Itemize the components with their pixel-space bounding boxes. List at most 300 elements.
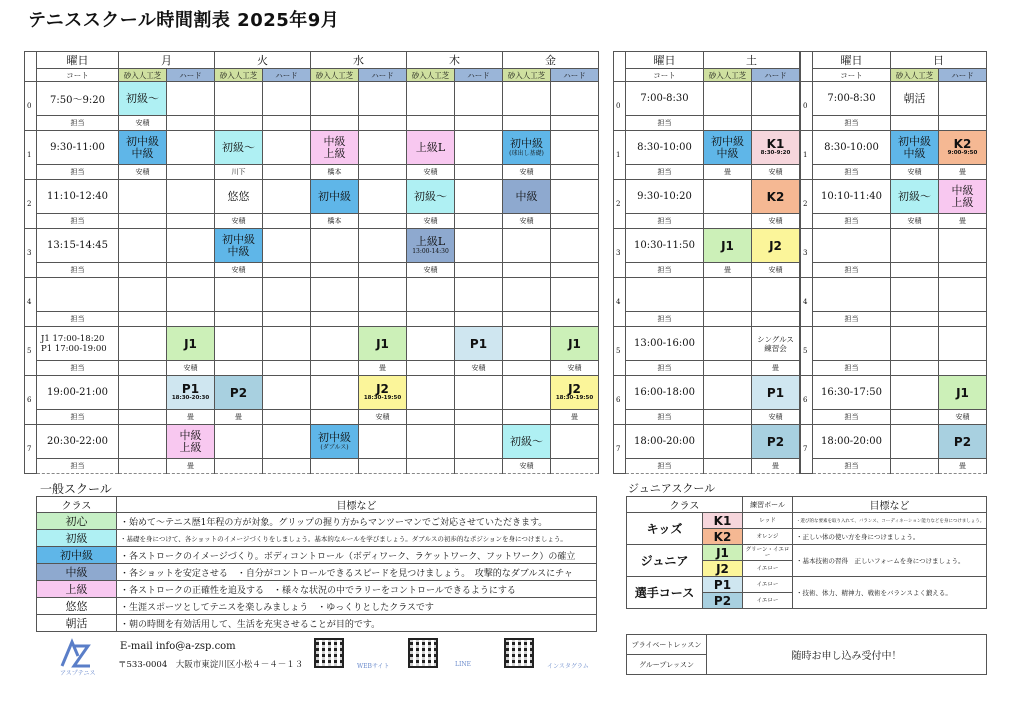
class-cell[interactable] [752, 425, 800, 459]
class-cell[interactable] [119, 327, 167, 361]
class-cell[interactable] [704, 327, 752, 361]
staff-name [263, 263, 311, 278]
class-cell[interactable] [359, 82, 407, 116]
class-name-2: 中級 [131, 146, 154, 160]
class-cell[interactable] [407, 425, 455, 459]
staff-name: 安積 [119, 116, 167, 131]
class-cell[interactable] [311, 376, 359, 410]
staff-name [551, 312, 599, 327]
class-name: P1 [181, 382, 200, 396]
timeslot-row [25, 278, 599, 312]
class-cell[interactable] [119, 229, 167, 263]
email-text[interactable]: E-mail info@a-zsp.com [120, 641, 236, 652]
staff-name [891, 116, 939, 131]
court-artificial-grass: 砂入人工芝 [119, 69, 167, 82]
staff-name [891, 361, 939, 376]
staff-name: 安積 [407, 214, 455, 229]
class-cell[interactable] [119, 82, 167, 116]
staff-name [551, 263, 599, 278]
class-cell[interactable] [503, 131, 551, 165]
staff-row [801, 361, 987, 376]
class-cell[interactable] [167, 82, 215, 116]
class-cell[interactable] [263, 327, 311, 361]
staff-name: 畳 [939, 214, 987, 229]
staff-row [801, 165, 987, 180]
class-note: 13:00-14:30 [412, 248, 449, 255]
class-cell[interactable] [215, 82, 263, 116]
time-slot: 8:30-10:00 [813, 131, 891, 165]
staff-name [455, 410, 503, 425]
staff-row [801, 263, 987, 278]
staff-row [614, 165, 800, 180]
class-cell[interactable] [704, 376, 752, 410]
class-note: 8:30-9:20 [760, 150, 791, 156]
staff-name: 安積 [752, 410, 800, 425]
class-cell[interactable] [891, 278, 939, 312]
class-cell[interactable] [891, 82, 939, 116]
timeslot-row [25, 180, 599, 214]
class-cell[interactable] [891, 131, 939, 165]
timeslot-row [614, 425, 800, 459]
class-cell[interactable] [891, 425, 939, 459]
class-cell[interactable] [704, 425, 752, 459]
row-index: 1 [801, 131, 813, 180]
class-cell[interactable] [752, 82, 800, 116]
staff-label: 担当 [626, 312, 704, 327]
staff-name: 畳 [939, 165, 987, 180]
class-column-header: クラス [627, 497, 743, 513]
junior-class-code: K1 [703, 513, 743, 529]
class-cell[interactable] [455, 327, 503, 361]
staff-name: 畳 [704, 165, 752, 180]
class-cell[interactable] [752, 376, 800, 410]
junior-row [627, 545, 987, 561]
class-cell[interactable] [407, 278, 455, 312]
staff-label: 担当 [37, 214, 119, 229]
time-slot [813, 229, 891, 263]
class-cell[interactable] [407, 82, 455, 116]
junior-class-code: J2 [703, 561, 743, 577]
class-cell[interactable] [359, 376, 407, 410]
staff-row [614, 361, 800, 376]
class-cell[interactable] [752, 131, 800, 165]
class-cell[interactable] [359, 229, 407, 263]
class-cell[interactable] [167, 180, 215, 214]
class-cell[interactable] [263, 376, 311, 410]
class-cell[interactable] [359, 180, 407, 214]
row-index: 6 [801, 376, 813, 425]
row-index: 5 [614, 327, 626, 376]
class-name: 上級L [415, 235, 446, 248]
class-name-2: 練習会 [764, 343, 787, 353]
class-goal: ・各ストロークの正確性を追及する ・様々な状況の中でラリーをコントロールできるようにする [117, 581, 597, 598]
time-slot: 7:00-8:30 [813, 82, 891, 116]
junior-goal: ・技術、体力、精神力、戦術をバランスよく鍛える。 [793, 577, 987, 609]
class-goal: ・朝の時間を有効活用して、生活を充実させることが目的です。 [117, 615, 597, 632]
junior-class-table [626, 496, 987, 609]
time-slot: 10:10-11:40 [813, 180, 891, 214]
staff-name [455, 459, 503, 474]
row-index: 1 [614, 131, 626, 180]
staff-name [407, 410, 455, 425]
class-cell[interactable] [263, 278, 311, 312]
class-row [37, 615, 597, 632]
class-name: K1 [766, 137, 785, 151]
class-cell[interactable] [359, 131, 407, 165]
class-cell[interactable] [311, 278, 359, 312]
staff-name [704, 410, 752, 425]
qr-code-line[interactable] [408, 638, 438, 668]
class-cell[interactable] [891, 180, 939, 214]
class-name: J2 [376, 382, 389, 396]
staff-name [455, 263, 503, 278]
staff-name [263, 165, 311, 180]
staff-name [939, 116, 987, 131]
class-cell[interactable] [551, 82, 599, 116]
class-cell[interactable] [215, 180, 263, 214]
weekday-header-label: 曜日 [813, 52, 891, 69]
class-name: J2 [769, 238, 782, 253]
class-cell[interactable] [119, 425, 167, 459]
class-name: シングルス [757, 334, 794, 344]
class-cell[interactable] [455, 425, 503, 459]
day-header: 金 [503, 52, 599, 69]
class-cell[interactable] [215, 278, 263, 312]
staff-name [551, 165, 599, 180]
class-cell[interactable] [215, 376, 263, 410]
row-index: 3 [25, 229, 37, 278]
staff-name [263, 410, 311, 425]
staff-label: 担当 [813, 116, 891, 131]
class-cell[interactable] [407, 131, 455, 165]
staff-name: 川下 [215, 165, 263, 180]
row-index: 7 [801, 425, 813, 474]
staff-name: 安積 [119, 165, 167, 180]
time-text: 11:10-12:40 [46, 191, 108, 202]
timeslot-row [801, 425, 987, 459]
court-hard: ハード [551, 69, 599, 82]
staff-name [119, 263, 167, 278]
qr-code-website[interactable] [314, 638, 344, 668]
timeslot-row [801, 376, 987, 410]
staff-row [25, 263, 599, 278]
class-name: 初中級 [37, 547, 117, 564]
class-cell[interactable] [704, 229, 752, 263]
class-cell[interactable] [215, 229, 263, 263]
staff-label: 担当 [813, 165, 891, 180]
class-cell[interactable] [119, 278, 167, 312]
row-index: 0 [801, 82, 813, 131]
staff-label: 担当 [37, 459, 119, 474]
class-cell[interactable] [551, 376, 599, 410]
timeslot-row [614, 82, 800, 116]
staff-name [891, 459, 939, 474]
staff-name [119, 410, 167, 425]
class-name: 初級～ [222, 140, 255, 154]
staff-label: 担当 [37, 165, 119, 180]
class-cell[interactable] [359, 278, 407, 312]
time-text: 13:15-14:45 [46, 240, 108, 251]
class-cell[interactable] [311, 82, 359, 116]
class-goal: ・生涯スポーツとしてテニスを楽しみましょう ・ゆっくりとしたクラスです [117, 598, 597, 615]
class-cell[interactable] [167, 327, 215, 361]
class-cell[interactable] [263, 131, 311, 165]
staff-row [614, 459, 800, 474]
class-cell[interactable] [939, 425, 987, 459]
time-slot: 16:30-17:50 [813, 376, 891, 410]
class-cell[interactable] [407, 180, 455, 214]
timeslot-row [801, 278, 987, 312]
class-cell[interactable] [311, 425, 359, 459]
class-row [37, 513, 597, 530]
row-index: 4 [801, 278, 813, 327]
day-header: 日 [891, 52, 987, 69]
staff-row [25, 214, 599, 229]
staff-name [311, 459, 359, 474]
class-name: J1 [568, 336, 581, 351]
practice-ball: オレンジ [743, 529, 793, 545]
staff-name: 橋本 [311, 214, 359, 229]
staff-name [455, 116, 503, 131]
class-cell[interactable] [455, 82, 503, 116]
class-cell[interactable] [167, 278, 215, 312]
class-cell[interactable] [455, 376, 503, 410]
court-artificial-grass: 砂入人工芝 [311, 69, 359, 82]
time-slot: 9:30-10:20 [626, 180, 704, 214]
class-cell[interactable] [503, 425, 551, 459]
timeslot-row [25, 425, 599, 459]
class-name: 中級 [515, 189, 538, 203]
class-cell[interactable] [704, 278, 752, 312]
class-cell[interactable] [311, 131, 359, 165]
time-slot [37, 229, 119, 263]
class-name: 初級～ [510, 434, 543, 448]
class-cell[interactable] [215, 327, 263, 361]
staff-label: 担当 [37, 361, 119, 376]
class-cell[interactable] [891, 376, 939, 410]
class-cell[interactable] [167, 425, 215, 459]
class-cell[interactable] [551, 327, 599, 361]
class-cell[interactable] [167, 376, 215, 410]
time-slot [37, 327, 119, 361]
timeslot-row [25, 376, 599, 410]
staff-label: 担当 [37, 116, 119, 131]
class-cell[interactable] [263, 180, 311, 214]
class-cell[interactable] [455, 229, 503, 263]
timeslot-row [25, 229, 599, 263]
class-name: 初級～ [414, 189, 447, 203]
class-cell[interactable] [939, 131, 987, 165]
staff-name [704, 361, 752, 376]
class-name: 中級 [323, 134, 346, 148]
time-slot [37, 425, 119, 459]
class-cell[interactable] [503, 327, 551, 361]
staff-name [752, 312, 800, 327]
staff-name [263, 116, 311, 131]
row-index: 2 [25, 180, 37, 229]
staff-label: 担当 [813, 361, 891, 376]
class-cell[interactable] [407, 229, 455, 263]
class-cell[interactable] [551, 131, 599, 165]
time-text-2: P1 17:00-19:00 [41, 343, 107, 354]
staff-name [503, 410, 551, 425]
class-cell[interactable] [407, 376, 455, 410]
staff-label: 担当 [813, 214, 891, 229]
time-slot [813, 278, 891, 312]
class-cell[interactable] [891, 229, 939, 263]
court-hard: ハード [359, 69, 407, 82]
group-lesson-label: グループレッスン [627, 655, 707, 675]
class-cell[interactable] [752, 180, 800, 214]
class-cell[interactable] [704, 180, 752, 214]
row-index: 3 [801, 229, 813, 278]
staff-name [359, 214, 407, 229]
staff-name: 安積 [167, 361, 215, 376]
class-name: 初中級 [318, 431, 351, 444]
class-cell[interactable] [752, 327, 800, 361]
timeslot-row [25, 327, 599, 361]
class-cell[interactable] [503, 376, 551, 410]
row-index: 2 [801, 180, 813, 229]
class-cell[interactable] [263, 229, 311, 263]
time-text: 7:50～9:20 [50, 95, 105, 106]
class-note: (球出し基礎) [509, 150, 544, 157]
staff-name [407, 361, 455, 376]
class-cell[interactable] [215, 425, 263, 459]
class-cell[interactable] [891, 327, 939, 361]
court-artificial-grass: 砂入人工芝 [704, 69, 752, 82]
row-index: 5 [25, 327, 37, 376]
class-cell[interactable] [939, 376, 987, 410]
class-cell[interactable] [359, 425, 407, 459]
staff-row [801, 116, 987, 131]
time-slot: 10:30-11:50 [626, 229, 704, 263]
class-cell[interactable] [215, 131, 263, 165]
class-name: 初中級 [711, 134, 744, 148]
class-cell[interactable] [704, 82, 752, 116]
staff-name [359, 165, 407, 180]
timeslot-row [614, 376, 800, 410]
class-row [37, 598, 597, 615]
class-cell[interactable] [939, 327, 987, 361]
day-header: 火 [215, 52, 311, 69]
staff-name [551, 214, 599, 229]
class-cell[interactable] [503, 82, 551, 116]
class-cell[interactable] [551, 425, 599, 459]
staff-label: 担当 [37, 312, 119, 327]
staff-name [503, 312, 551, 327]
staff-name [311, 116, 359, 131]
staff-name [311, 263, 359, 278]
goal-column-header: 目標など [793, 497, 987, 513]
class-cell[interactable] [407, 327, 455, 361]
junior-class-code: P2 [703, 593, 743, 609]
class-cell[interactable] [503, 278, 551, 312]
class-name: 朝活 [37, 615, 117, 632]
staff-name [263, 312, 311, 327]
time-slot [626, 278, 704, 312]
junior-goal: ・遊び的な要素を取り入れて、バランス、コーディネーション能力などを身につけましょう。 [793, 513, 987, 529]
court-hard: ハード [263, 69, 311, 82]
staff-name: 畳 [167, 459, 215, 474]
class-cell[interactable] [455, 278, 503, 312]
class-cell[interactable] [167, 229, 215, 263]
staff-name: 安積 [503, 459, 551, 474]
staff-name [167, 312, 215, 327]
class-cell[interactable] [551, 229, 599, 263]
class-cell[interactable] [263, 82, 311, 116]
class-cell[interactable] [455, 180, 503, 214]
class-cell[interactable] [939, 278, 987, 312]
class-cell[interactable] [503, 180, 551, 214]
staff-name [704, 312, 752, 327]
time-text: 20:30-22:00 [46, 436, 108, 447]
qr-code-instagram[interactable] [504, 638, 534, 668]
staff-name [215, 361, 263, 376]
staff-name [215, 459, 263, 474]
class-cell[interactable] [752, 229, 800, 263]
time-slot: 16:00-18:00 [626, 376, 704, 410]
staff-name [119, 361, 167, 376]
class-cell[interactable] [167, 131, 215, 165]
staff-name [752, 116, 800, 131]
row-index: 7 [614, 425, 626, 474]
timeslot-row [801, 180, 987, 214]
class-note: 18:30-19:50 [363, 395, 402, 401]
staff-name [704, 459, 752, 474]
class-cell[interactable] [939, 229, 987, 263]
class-cell[interactable] [551, 278, 599, 312]
row-index: 0 [25, 82, 37, 131]
staff-name [455, 214, 503, 229]
class-note: 9:00-9:50 [947, 150, 978, 156]
staff-name [891, 263, 939, 278]
staff-name: 安積 [407, 263, 455, 278]
staff-label: 担当 [813, 263, 891, 278]
time-slot: 13:00-16:00 [626, 327, 704, 361]
class-cell[interactable] [503, 229, 551, 263]
class-cell[interactable] [704, 131, 752, 165]
class-cell[interactable] [119, 180, 167, 214]
junior-goal: ・正しい体の使い方を身につけましょう。 [793, 529, 987, 545]
class-cell[interactable] [119, 376, 167, 410]
class-name: 上級L [415, 140, 446, 154]
class-cell[interactable] [455, 131, 503, 165]
class-cell[interactable] [119, 131, 167, 165]
class-cell[interactable] [551, 180, 599, 214]
class-cell[interactable] [939, 82, 987, 116]
class-name: 中級 [951, 183, 974, 197]
court-hard: ハード [939, 69, 987, 82]
class-cell[interactable] [752, 278, 800, 312]
class-cell[interactable] [311, 229, 359, 263]
junior-group-name: 選手コース [627, 577, 703, 609]
time-slot [37, 278, 119, 312]
class-cell[interactable] [359, 327, 407, 361]
class-cell[interactable] [311, 180, 359, 214]
sunday-timetable [800, 51, 987, 474]
class-name-2: 中級 [227, 244, 250, 258]
class-goal: ・各ショットを安定させる ・自分がコントロールできるスピードを見つけましょう。 攻撃的なダブルスにチャ [117, 564, 597, 581]
staff-label: 担当 [813, 410, 891, 425]
court-hard: ハード [752, 69, 800, 82]
class-cell[interactable] [263, 425, 311, 459]
class-cell[interactable] [311, 327, 359, 361]
class-column-header: クラス [37, 497, 117, 513]
staff-row [25, 165, 599, 180]
class-cell[interactable] [939, 180, 987, 214]
staff-name: 橋本 [311, 165, 359, 180]
